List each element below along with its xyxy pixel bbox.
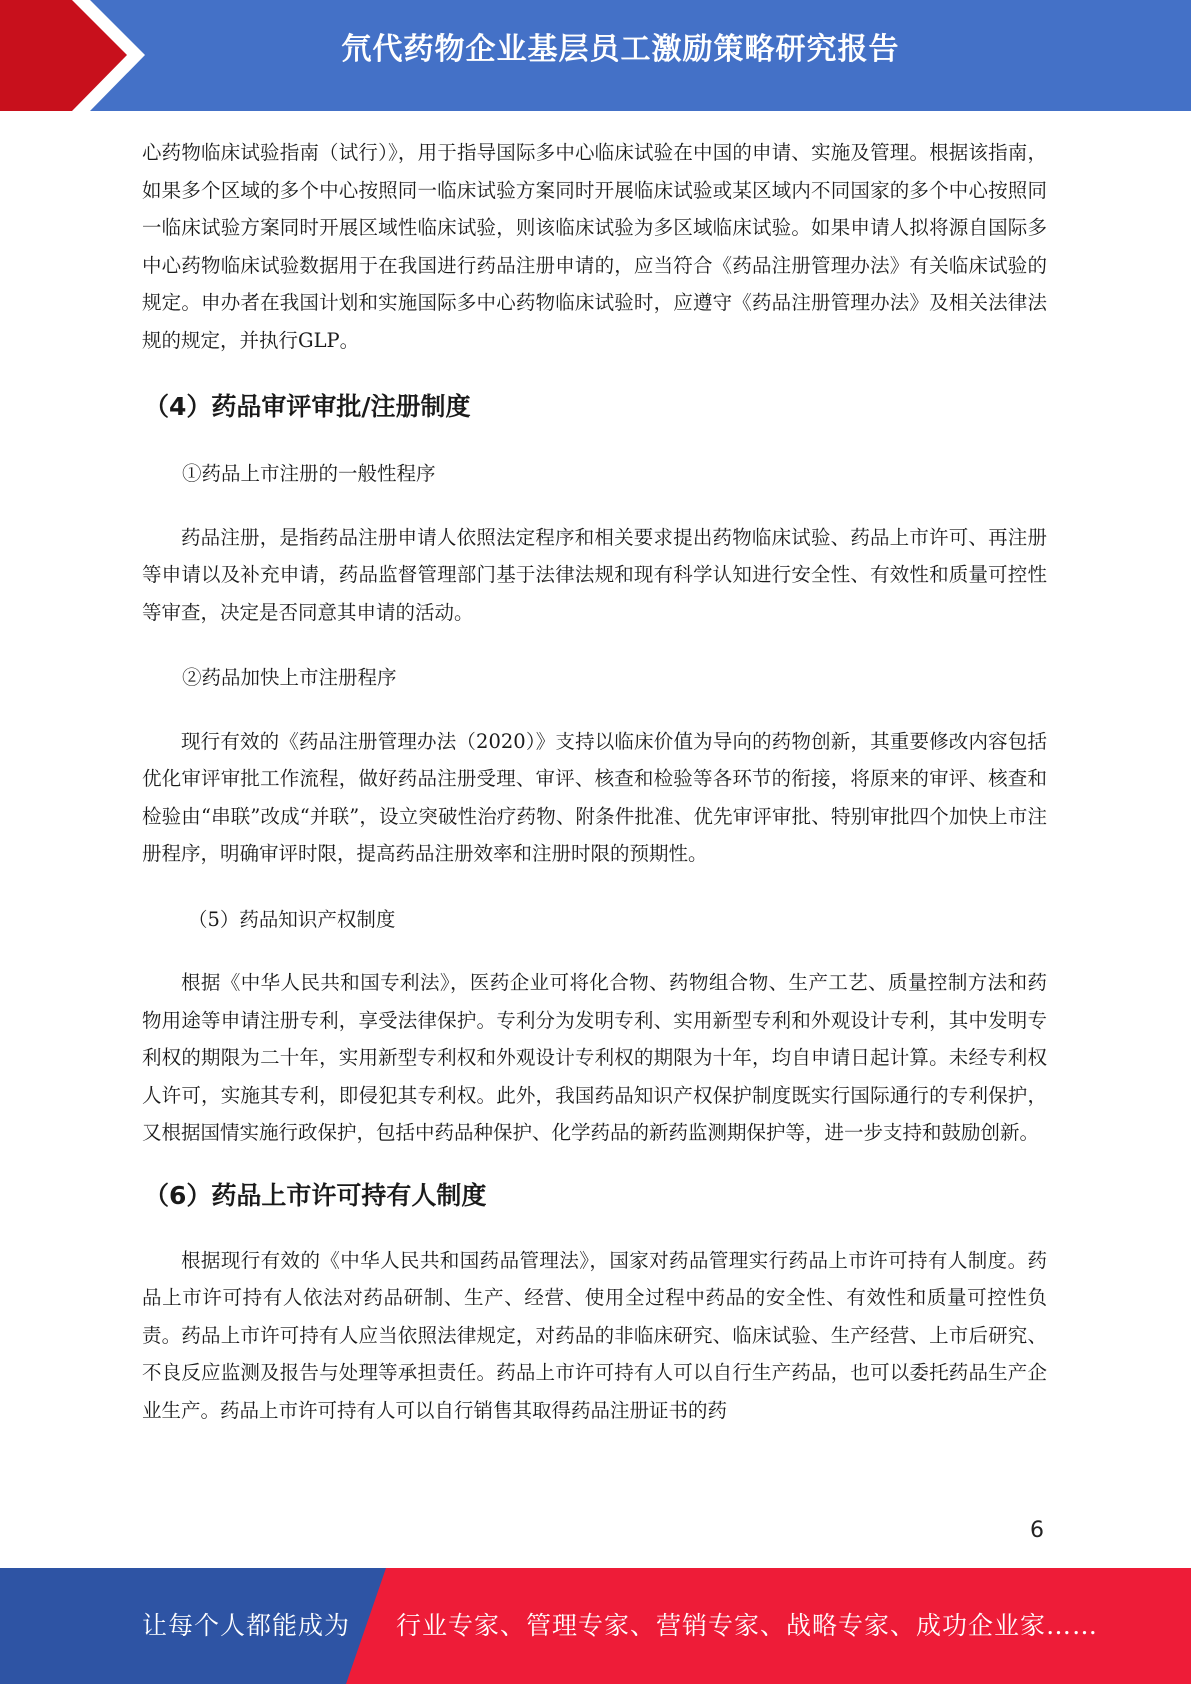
section-heading-6: （6）药品上市许可持有人制度 <box>144 1180 487 1210</box>
report-title: 氘代药物企业基层员工激励策略研究报告 <box>341 32 900 67</box>
paragraph-patent-law: 根据《中华人民共和国专利法》，医药企业可将化合物、药物组合物、生产工艺、质量控制方法和药物用途等申请注册专利，享受法律保护。专利分为发明专利、实用新型专利和外观设计专利，其中发明专利权的期限为二十年，实用新型专利权和外观设计专利权的期限为十年，均自申请日起计算。未经专利权人许可，实施其专利，即侵犯其专利权。此外，我国药品知识产权保护制度既实行国际通行的专利保护，又根据国情实施行政保护，包括中药品种保护、化学药品的新药监测期保护等，进一步支持和鼓励创新。 <box>142 971 1047 1144</box>
subheading-accelerated-procedure: ②药品加快上市注册程序 <box>182 666 397 689</box>
paragraph-mah-system: 根据现行有效的《中华人民共和国药品管理法》，国家对药品管理实行药品上市许可持有人制度。药品上市许可持有人依法对药品研制、生产、经营、使用全过程中药品的安全性、有效性和质量可控性负责。药品上市许可持有人应当依照法律规定，对药品的非临床研究、临床试验、生产经营、上市后研究、不良反应监测及报告与处理等承担责任。药品上市许可持有人可以自行生产药品，也可以委托药品生产企业生产。药品上市许可持有人可以自行销售其取得药品注册证书的药 <box>142 1248 1047 1422</box>
section-heading-4: （4）药品审评审批/注册制度 <box>144 392 471 421</box>
footer-slogan-left: 让每个人都能成为 <box>142 1611 351 1640</box>
footer-slogan-right: 行业专家、管理专家、营销专家、战略专家、成功企业家…… <box>396 1611 1099 1640</box>
page-footer <box>0 1568 1191 1684</box>
page-header <box>0 0 1191 111</box>
header-arrow-decoration <box>0 0 160 111</box>
page-content <box>142 134 1047 1429</box>
paragraph-registration-measures: 现行有效的《药品注册管理办法（2020）》支持以临床价值为导向的药物创新，其重要修改内容包括优化审评审批工作流程，做好药品注册受理、审评、核查和检验等各环节的衔接，将原来的审评、核查和检验由“串联”改成“并联”，设立突破性治疗药物、附条件批准、优先审评审批、特别审批四个加快上市注册程序，明确审评时限，提高药品注册效率和注册时限的预期性。 <box>142 729 1047 865</box>
paragraph-drug-registration: 药品注册，是指药品注册申请人依照法定程序和相关要求提出药物临床试验、药品上市许可、再注册等申请以及补充申请，药品监督管理部门基于法律法规和现有科学认知进行安全性、有效性和质量可控性等审查，决定是否同意其申请的活动。 <box>142 525 1047 624</box>
paragraph-intl-trials: 心药物临床试验指南（试行）》，用于指导国际多中心临床试验在中国的申请、实施及管理。根据该指南，如果多个区域的多个中心按照同一临床试验方案同时开展临床试验或某区域内不同国家的多个中心按照同一临床试验方案同时开展区域性临床试验，则该临床试验为多区域临床试验。如果申请人拟将源自国际多中心药物临床试验数据用于在我国进行药品注册申请的，应当符合《药品注册管理办法》有关临床试验的规定。申办者在我国计划和实施国际多中心药物临床试验时，应遵守《药品注册管理办法》及相关法律法规的规定，并执行GLP。 <box>142 141 1047 352</box>
subheading-general-procedure: ①药品上市注册的一般性程序 <box>182 462 436 485</box>
subheading-ip-system: （5）药品知识产权制度 <box>188 907 396 931</box>
arrow-red-fill <box>0 0 127 111</box>
page-number: 6 <box>1030 1518 1044 1543</box>
